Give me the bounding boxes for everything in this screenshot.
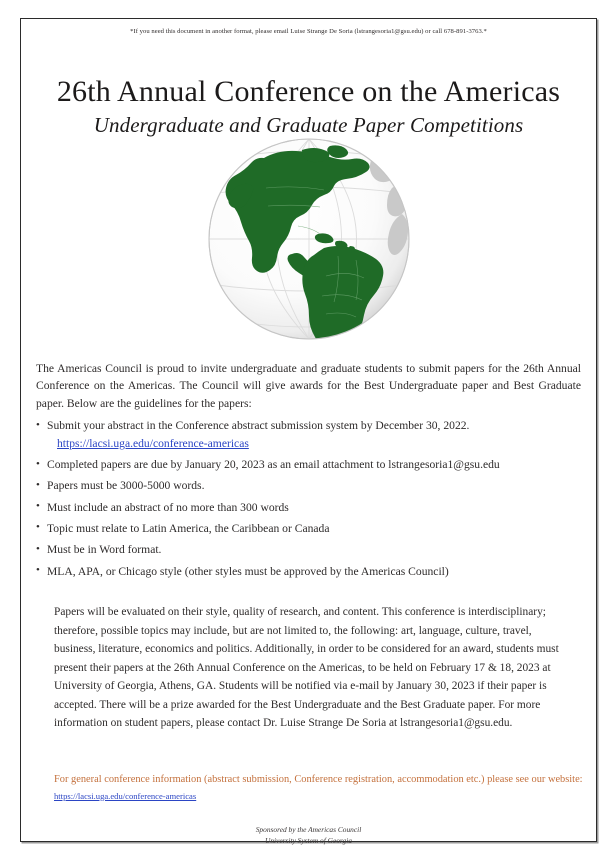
guideline-text: Submit your abstract in the Conference abstract submission system by December 30, 2022. <box>47 419 470 432</box>
list-item <box>36 521 581 538</box>
document-content <box>20 18 597 846</box>
conference-americas-link[interactable]: https://lacsi.uga.edu/conference-americas <box>57 436 249 450</box>
footer-line-2: University System of Georgia <box>265 836 352 846</box>
general-information-paragraph <box>54 772 584 804</box>
guidelines-list <box>36 418 581 585</box>
globe-americas-icon <box>206 136 412 342</box>
intro-paragraph: The Americas Council is proud to invite undergraduate and graduate students to submit papers for the 26th Annual Conference on the Americas. The Council will give awards for the Best Undergraduate paper and Best Graduate paper. Below are the guidelines for the papers: <box>36 361 581 410</box>
guideline-text: Completed papers are due by January 20, 2023 as an email attachment to lstrangesoria1@gsu.edu <box>47 458 500 472</box>
globe-image-container <box>20 135 597 343</box>
list-item <box>36 542 581 559</box>
list-item <box>36 457 581 474</box>
list-item <box>36 500 581 517</box>
list-item <box>36 564 581 581</box>
list-item <box>36 418 581 453</box>
south-america-shape <box>302 246 383 342</box>
page-subtitle: Undergraduate and Graduate Paper Competitions <box>93 113 524 138</box>
guideline-text: Papers must be 3000-5000 words. <box>47 479 205 493</box>
website-link[interactable]: https://lacsi.uga.edu/conference-americas <box>54 790 197 801</box>
guideline-text: Must be in Word format. <box>47 543 162 557</box>
footer-line-1: Sponsored by the Americas Council <box>255 825 362 834</box>
list-item <box>36 478 581 495</box>
greenland-shape <box>369 152 398 182</box>
general-info-text: For general conference information (abstract submission, Conference registration, accommodation etc.) please see our website: <box>54 774 583 786</box>
guideline-link-wrap <box>47 436 581 453</box>
guideline-text: Must include an abstract of no more than 300 words <box>47 500 289 514</box>
footer-sponsor <box>20 824 597 846</box>
page-title: 26th Annual Conference on the Americas <box>56 75 561 109</box>
guideline-text: MLA, APA, or Chicago style (other styles must be approved by the Americas Council) <box>47 564 449 578</box>
accessibility-notice: *If you need this document in another format, please email Luise Strange De Soria (lstrangesoria1@gsu.edu) or call 678-891-3763.* <box>130 28 487 35</box>
guideline-text: Topic must relate to Latin America, the Caribbean or Canada <box>47 521 330 535</box>
evaluation-paragraph: Papers will be evaluated on their style, quality of research, and content. This conference is interdisciplinary; therefore, possible topics may include, but are not limited to, the following: art, language, culture, travel, business, literature, economics and politics. Additionally, in order to be considered for an award, students must present their papers at the 26th Annual Conference on the Americas, to be held on February 17 & 18, 2023 at University of Georgia, Athens, GA. Students will be notified via e-mail by January 30, 2023 if their paper is accepted. There will be a prize awarded for the Best Undergraduate and the Best Graduate paper. For more information on student papers, please contact Dr. Luise Strange De Soria at lstrangesoria1@gsu.edu. <box>54 606 559 730</box>
